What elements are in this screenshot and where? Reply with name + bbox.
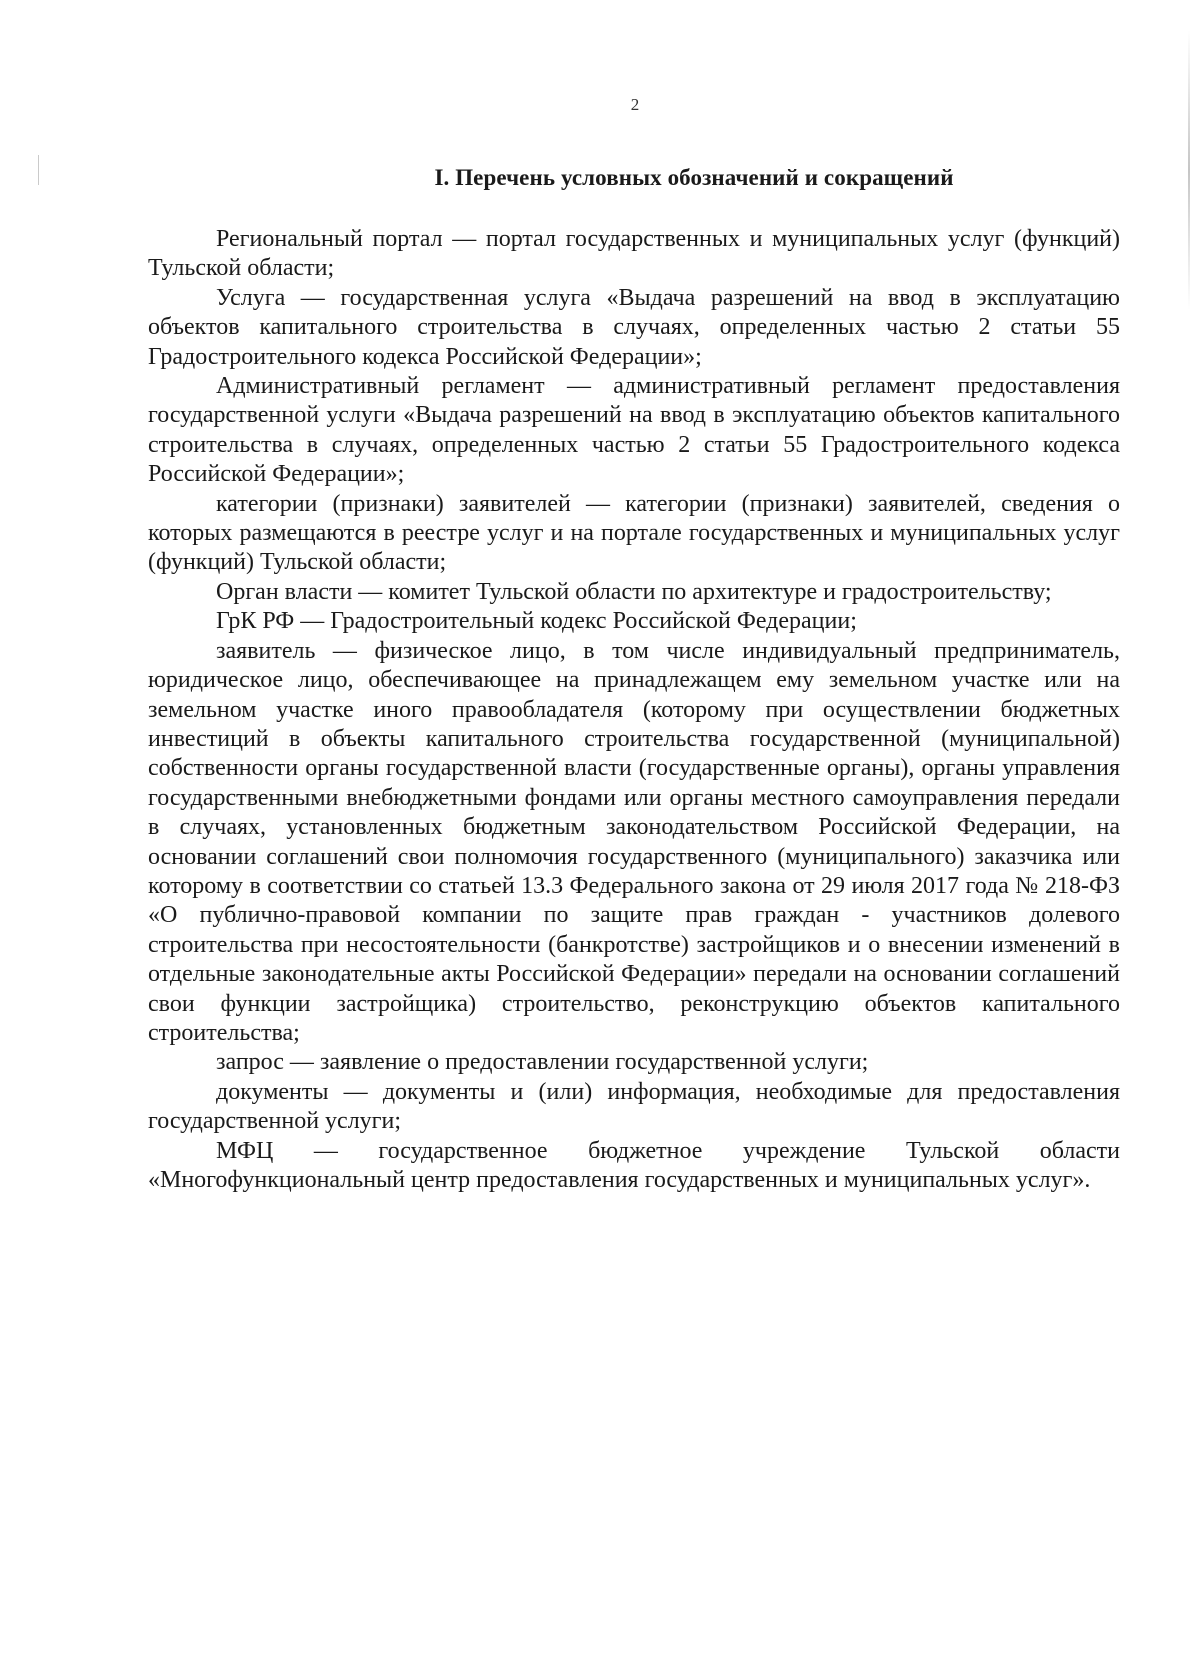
paragraph-service: Услуга — государственная услуга «Выдача разрешений на ввод в эксплуатацию объектов капитального строительства в случаях, определенных частью 2 статьи 55 Градостроительного кодекса Российской Федерации»; (148, 284, 1120, 370)
scan-edge-mark-left (38, 155, 39, 185)
section-heading: I. Перечень условных обозначений и сокращений (434, 165, 954, 190)
document-body (148, 225, 1120, 1195)
paragraph-mfc: МФЦ — государственное бюджетное учреждение Тульской области «Многофункциональный центр предоставления государственных и муниципальных услуг». (148, 1137, 1120, 1193)
page-number: 2 (630, 95, 640, 114)
paragraph-applicant: заявитель — физическое лицо, в том числе индивидуальный предприниматель, юридическое лицо, обеспечивающее на принадлежащем ему земельном участке или на земельном участке иного правообладателя (которому при осуществлении бюджетных инвестиций в объекты капитального строительства государственной (муниципальной) собственности органы государственной власти (государственные органы), органы управления государственными внебюджетными фондами или органы местного самоуправления передали в случаях, установленных бюджетным законодательством Российской Федерации, на основании соглашений свои полномочия государственного (муниципального) заказчика или которому в соответствии со статьей 13.3 Федерального закона от 29 июля 2017 года № 218-ФЗ «О публично-правовой компании по защите прав граждан - участников долевого строительства при несостоятельности (банкротстве) застройщиков и о внесении изменений в отдельные законодательные акты Российской Федерации» передали на основании соглашений свои функции застройщика) строительство, реконструкцию объектов капитального строительства; (148, 637, 1120, 1046)
paragraph-regional-portal: Региональный портал — портал государственных и муниципальных услуг (функций) Тульской области; (148, 226, 1120, 282)
paragraph-applicant-categories: категории (признаки) заявителей — категории (признаки) заявителей, сведения о которых размещаются в реестре услуг и на портале государственных и муниципальных услуг (функций) Тульской области; (148, 490, 1120, 576)
scan-edge-mark (1188, 30, 1190, 310)
paragraph-grk-rf: ГрК РФ — Градостроительный кодекс Российской Федерации; (216, 608, 857, 635)
paragraph-documents: документы — документы и (или) информация, необходимые для предоставления государственной услуги; (148, 1078, 1120, 1135)
paragraph-admin-regulation: Административный регламент — административный регламент предоставления государственной услуги «Выдача разрешений на ввод в эксплуатацию объектов капитального строительства в случаях, определенных частью 2 статьи 55 Градостроительного кодекса Российской Федерации»; (148, 373, 1120, 488)
paragraph-authority: Орган власти — комитет Тульской области по архитектуре и градостроительству; (216, 578, 1052, 605)
paragraph-request: запрос — заявление о предоставлении государственной услуги; (216, 1049, 869, 1076)
